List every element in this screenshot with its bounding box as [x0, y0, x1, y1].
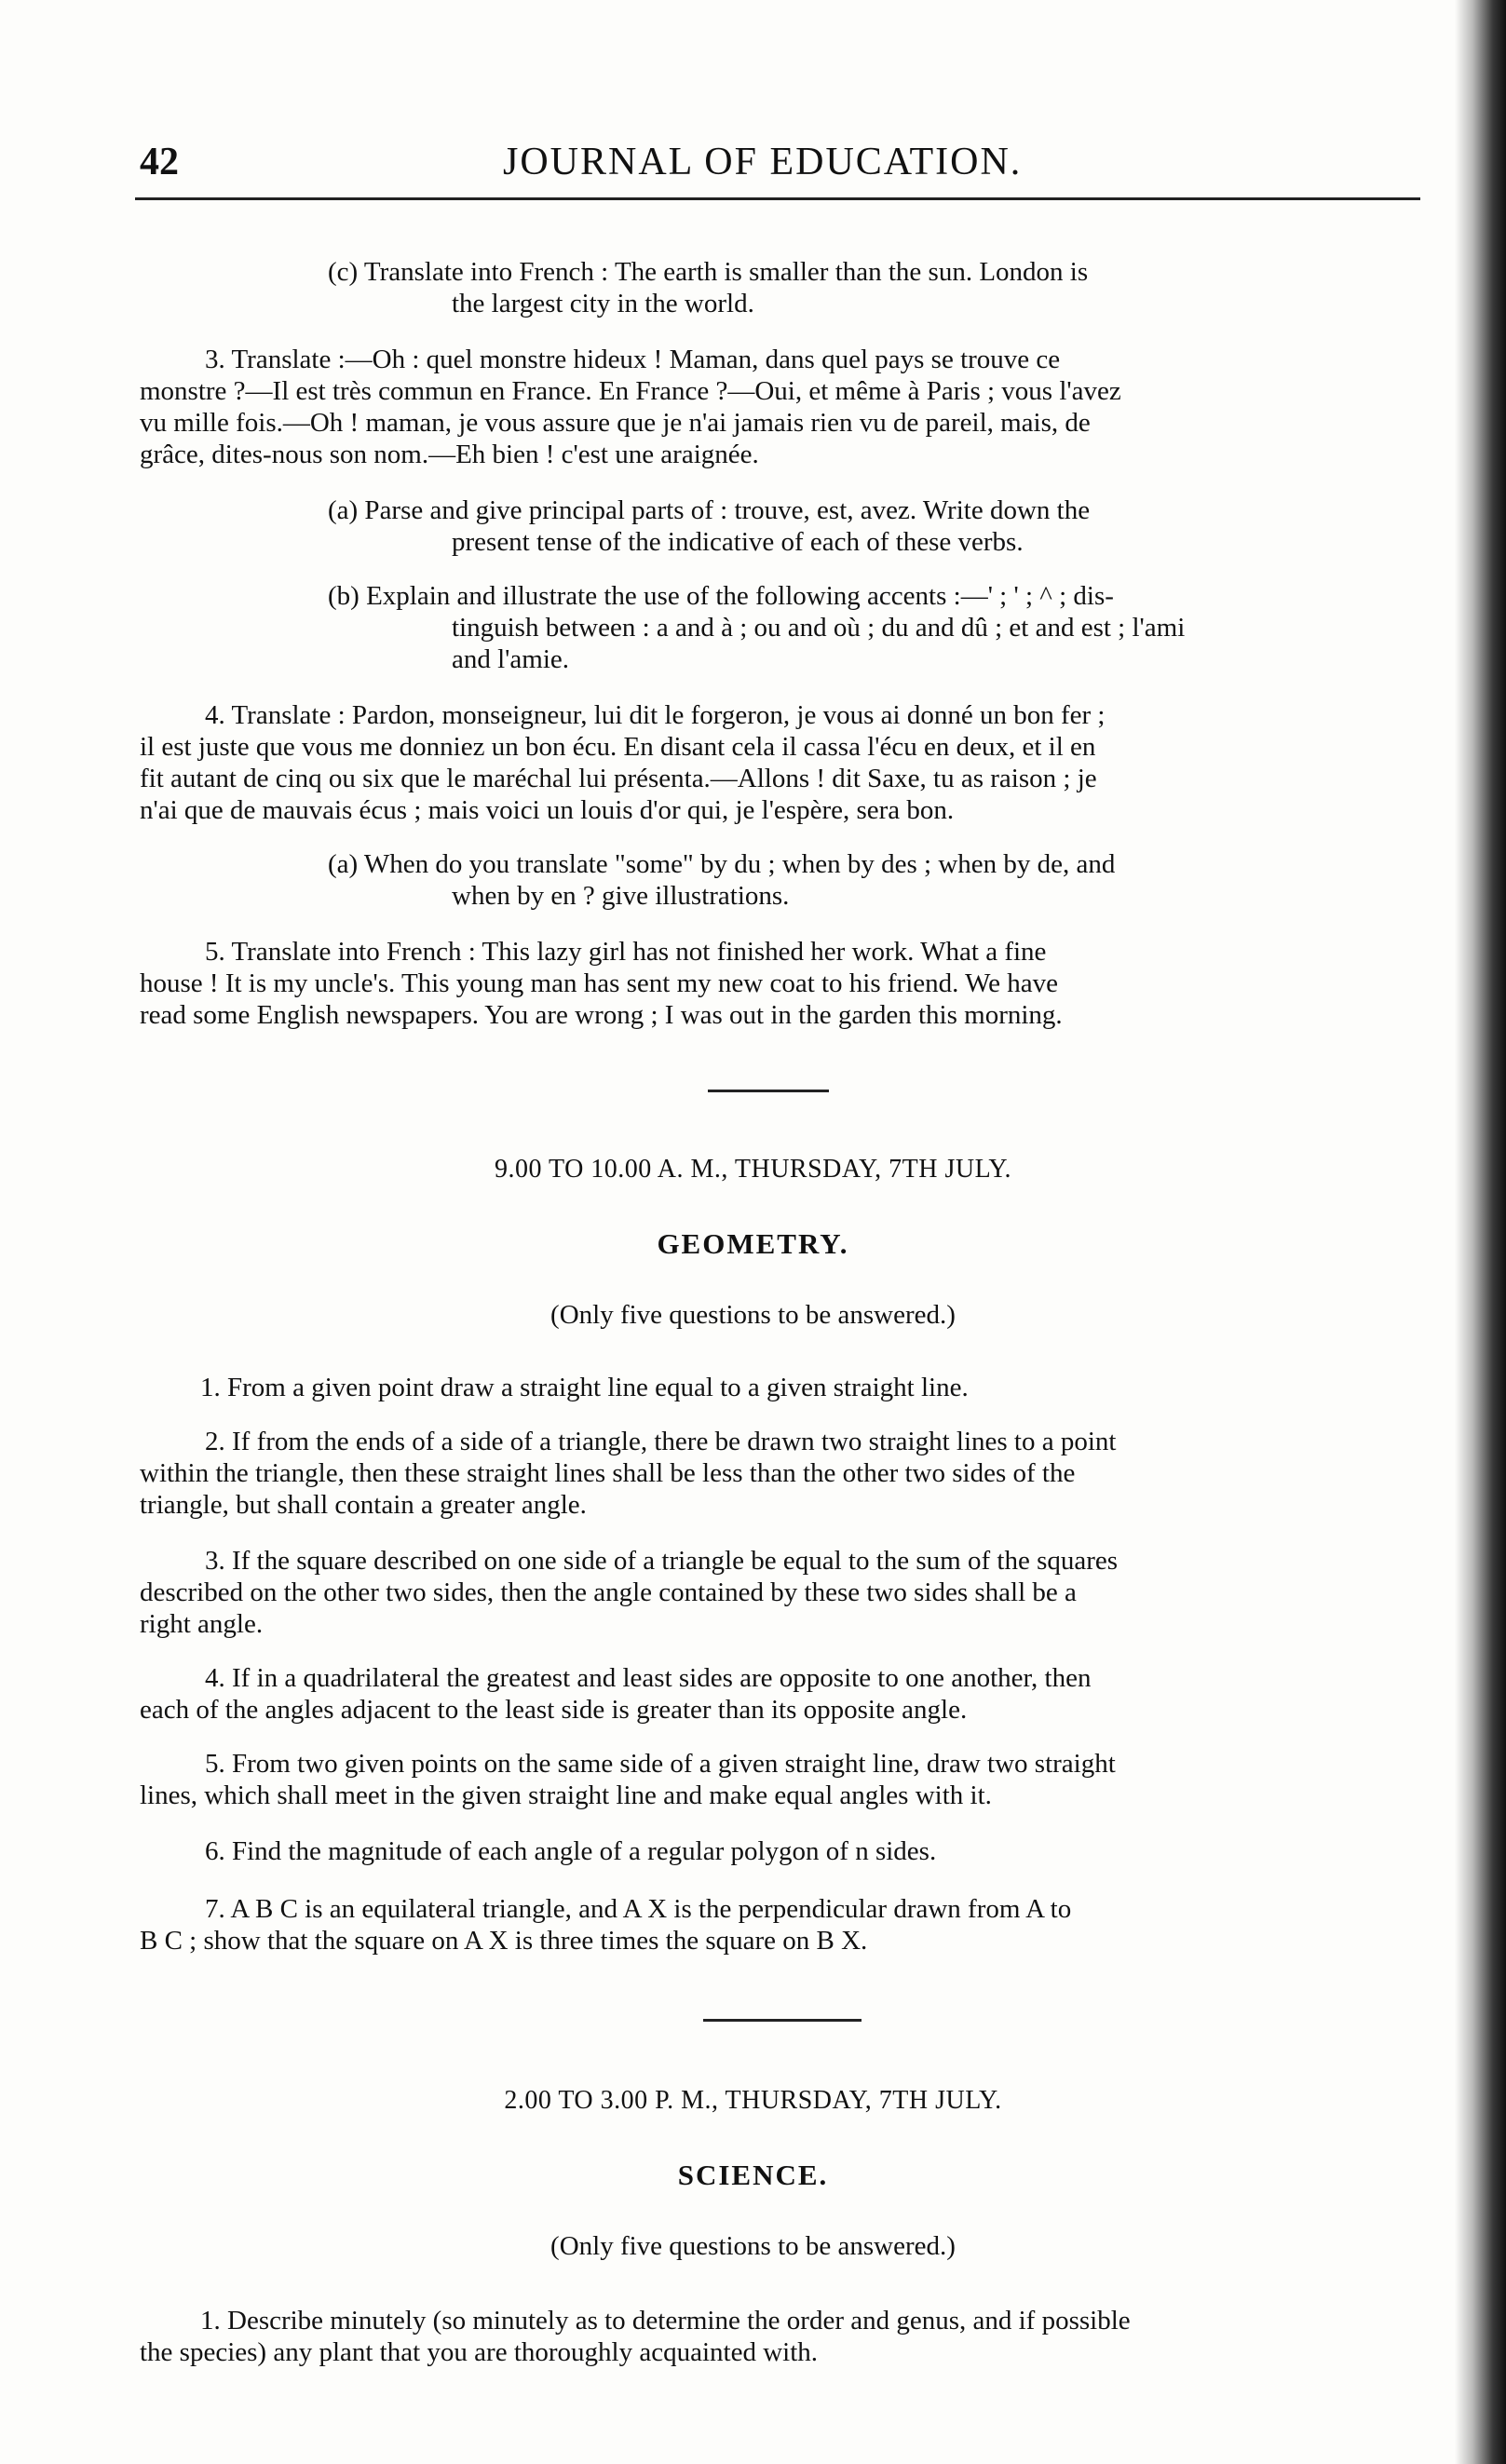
geometry-q2-line3: triangle, but shall contain a greater angle. [140, 1490, 587, 1520]
geometry-q2-line2: within the triangle, then these straight lines shall be less than the other two sides of the [140, 1458, 1076, 1488]
geometry-schedule: 9.00 TO 10.00 A. M., THURSDAY, 7TH JULY. [494, 1155, 1011, 1184]
science-q1-line1: 1. Describe minutely (so minutely as to determine the order and genus, and if possible [200, 2306, 1131, 2335]
french-qc-line2: the largest city in the world. [452, 289, 754, 318]
french-q5-line1: 5. Translate into French : This lazy girl has not finished her work. What a fine [205, 937, 1047, 967]
geometry-q3-line1: 3. If the square described on one side of a triangle be equal to the sum of the squares [205, 1546, 1119, 1576]
french-q4-line2: il est juste que vous me donniez un bon écu. En disant cela il cassa l'écu en deux, et il en [140, 732, 1096, 762]
french-q4-line4: n'ai que de mauvais écus ; mais voici un louis d'or qui, je l'espère, sera bon. [140, 795, 955, 825]
geometry-q2-line1: 2. If from the ends of a side of a triangle, there be drawn two straight lines to a point [205, 1427, 1117, 1456]
geometry-instruction: (Only five questions to be answered.) [550, 1300, 956, 1330]
section-divider [708, 1090, 829, 1092]
french-q3a-line2: present tense of the indicative of each of these verbs. [452, 527, 1024, 557]
french-q3-line4: grâce, dites-nous son nom.—Eh bien ! c'est une araignée. [140, 440, 759, 469]
science-heading: SCIENCE. [677, 2159, 829, 2191]
geometry-q7-line1: 7. A B C is an equilateral triangle, and A X is the perpendicular drawn from A to [205, 1894, 1072, 1924]
geometry-q1: 1. From a given point draw a straight line equal to a given straight line. [200, 1373, 969, 1402]
french-q5-line2: house ! It is my uncle's. This young man has sent my new coat to his friend. We have [140, 968, 1059, 998]
science-schedule: 2.00 TO 3.00 P. M., THURSDAY, 7TH JULY. [504, 2086, 1002, 2115]
french-q4-line1: 4. Translate : Pardon, monseigneur, lui dit le forgeron, je vous ai donné un bon fer ; [205, 700, 1106, 730]
french-q3-line1: 3. Translate :—Oh : quel monstre hideux ! Maman, dans quel pays se trouve ce [205, 345, 1061, 374]
geometry-q4-line2: each of the angles adjacent to the least side is greater than its opposite angle. [140, 1695, 968, 1725]
geometry-heading: GEOMETRY. [657, 1227, 849, 1260]
section-divider [703, 2019, 862, 2022]
science-instruction: (Only five questions to be answered.) [550, 2231, 956, 2261]
french-q4a-line1: (a) When do you translate "some" by du ; when by des ; when by de, and [328, 849, 1116, 879]
geometry-q3-line2: described on the other two sides, then the angle contained by these two sides shall be a [140, 1577, 1077, 1607]
running-title: JOURNAL OF EDUCATION. [503, 141, 1023, 183]
science-q1-line2: the species) any plant that you are thoroughly acquainted with. [140, 2337, 819, 2367]
page-number: 42 [140, 141, 179, 183]
french-q3b-line3: and l'amie. [452, 644, 570, 674]
french-q4a-line2: when by en ? give illustrations. [452, 881, 790, 911]
header-rule [135, 197, 1420, 200]
page-header [140, 140, 1416, 196]
french-q3-line3: vu mille fois.—Oh ! maman, je vous assure que je n'ai jamais rien vu de pareil, mais, de [140, 408, 1091, 438]
french-qc-line1: (c) Translate into French : The earth is smaller than the sun. London is [328, 257, 1089, 287]
geometry-q5-line2: lines, which shall meet in the given straight line and make equal angles with it. [140, 1780, 992, 1810]
french-q3a-line1: (a) Parse and give principal parts of : trouve, est, avez. Write down the [328, 495, 1091, 525]
geometry-q6: 6. Find the magnitude of each angle of a regular polygon of n sides. [205, 1836, 937, 1866]
french-q5-line3: read some English newspapers. You are wrong ; I was out in the garden this morning. [140, 1000, 1063, 1030]
french-q3-line2: monstre ?—Il est très commun en France. En France ?—Oui, et même à Paris ; vous l'avez [140, 376, 1121, 406]
geometry-q4-line1: 4. If in a quadrilateral the greatest and least sides are opposite to one another, then [205, 1663, 1092, 1693]
geometry-q3-line3: right angle. [140, 1609, 264, 1639]
geometry-q7-line2: B C ; show that the square on A X is three times the square on B X. [140, 1926, 868, 1956]
french-q3b-line1: (b) Explain and illustrate the use of the following accents :—' ; ' ; ^ ; dis- [328, 581, 1114, 611]
geometry-q5-line1: 5. From two given points on the same side of a given straight line, draw two straight [205, 1749, 1116, 1779]
french-q3b-line2: tinguish between : a and à ; ou and où ; du and dû ; et and est ; l'ami [452, 613, 1186, 643]
french-q4-line3: fit autant de cinq ou six que le maréchal lui présenta.—Allons ! dit Saxe, tu as raison ; je [140, 764, 1097, 793]
